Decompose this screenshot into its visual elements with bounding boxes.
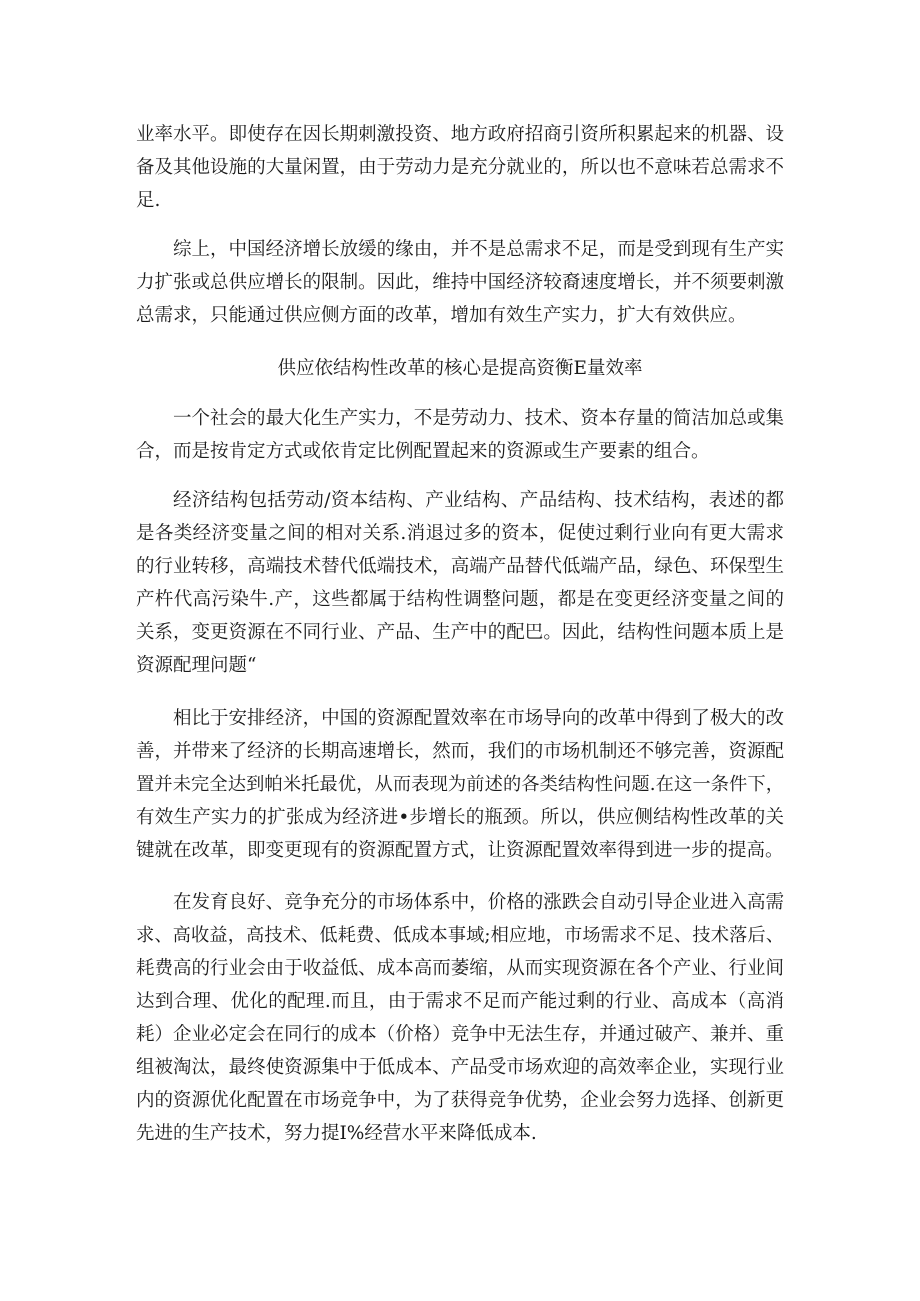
text-line: 总需求，只能通过供应侧方面的改革，增加有效生产实力，扩大有效供应。 (136, 305, 747, 326)
paragraph-4 (136, 484, 784, 682)
text-line: 求、高收益，高技术、低耗费、低成本事域;相应地，市场需求不足、技术落后、 (136, 925, 784, 946)
text-line: 置并未完全达到帕米托最优，从而表现为前述的各类结构性问题.在这一条件下， (136, 774, 784, 795)
text-line: 内的资源优化配置在市场竞争中，为了获得竞争优势，企业会努力选择、创新更 (136, 1090, 784, 1111)
text-line: 备及其他设施的大量闲置，由于劳动力是充分就业的，所以也不意味若总需求不 (136, 157, 784, 178)
text-line: 资源配理问题“ (136, 655, 257, 676)
paragraph-1 (136, 118, 784, 217)
text-line: 在发育良好、竞争充分的市场体系中，价格的涨跌会自动引导企业进入高需 (173, 892, 784, 913)
text-line: 有效生产实力的扩张成为经济进•步增长的瓶颈。所以，供应侧结构性改革的关 (136, 807, 784, 828)
text-line: 相比于安排经济，中国的资源配置效率在市场导向的改革中得到了极大的改 (173, 708, 784, 729)
text-line: 综上，中国经济增长放缓的缘由，并不是总需求不足，而是受到现有生产实 (173, 239, 784, 260)
paragraph-5 (136, 702, 784, 867)
text-line: 产杵代高污染牛.产，这些都属于结构性调整问题，都是在变更经济变量之间的 (136, 589, 784, 610)
section-heading: 供应依结构性改革的核心是提高资衡E量效率 (277, 358, 643, 379)
paragraph-2 (136, 233, 784, 332)
text-line: 的行业转移，高端技术替代低端技术，高端产品替代低端产品，绿色、环保型生 (136, 556, 784, 577)
paragraph-6 (136, 886, 784, 1150)
text-line: 一个社会的最大化生产实力，不是劳动力、技术、资本存量的简洁加总或集 (173, 408, 784, 429)
text-line: 键就在改革，即变更现有的资源配置方式，让资源配置效率得到进一步的提高。 (136, 840, 784, 861)
text-line: 业率水平。即使存在因长期刺激投资、地方政府招商引资所积累起来的机器、设 (136, 124, 784, 145)
text-line: 达到合理、优化的配理.而且，由于需求不足而产能过剩的行业、高成本（高消 (136, 991, 784, 1012)
text-line: 合，而是按肯定方式或依肯定比例配置起来的资源或生产要素的组合。 (136, 441, 710, 462)
text-line: 组被淘汰，最终使资源集中于低成本、产品受市场欢迎的高效率企业，实现行业 (136, 1057, 784, 1078)
text-line: 善，并带来了经济的长期高速增长，然而，我们的市场机制还不够完善，资源配 (136, 741, 784, 762)
text-line: 耗）企业必定会在同行的成本（价格）竞争中无法生存，并通过破产、兼并、重 (136, 1024, 784, 1045)
text-line: 关系，变更资源在不同行业、产品、生产中的配巴。因此，结构性问题本质上是 (136, 622, 784, 643)
text-line: 力扩张或总供应增长的限制。因此，维持中国经济较裔速度增长，并不须要刺激 (136, 272, 784, 293)
text-line: 经济结构包括劳动/资本结构、产业结构、产品结构、技术结构，表述的都 (173, 490, 784, 511)
text-line: 足. (136, 190, 161, 211)
paragraph-3 (136, 402, 784, 468)
text-line: 耗费高的行业会由于收益低、成本高而萎缩，从而实现资源在各个产业、行业间 (136, 958, 784, 979)
text-line: 是各类经济变量之间的相对关系.消退过多的资本，促使过剩行业向有更大需求 (136, 523, 784, 544)
text-line: 先进的生产技术，努力提I%经营水平来降低成本. (136, 1123, 537, 1144)
